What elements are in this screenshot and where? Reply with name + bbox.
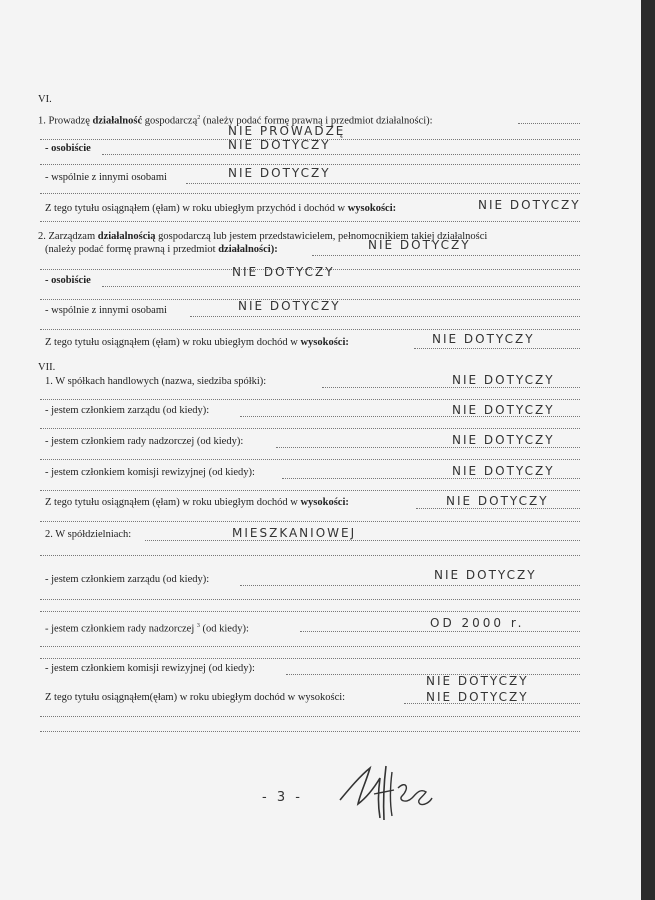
vi-income-1-bold: wysokości: bbox=[347, 203, 397, 214]
vii-coop-income-answer: NIE DOTYCZY bbox=[426, 690, 529, 704]
fill-line bbox=[40, 599, 580, 600]
vi-item-2-line2-bold: działalności): bbox=[218, 244, 278, 255]
section-vi-heading: VI. bbox=[38, 94, 52, 105]
vii-supervisory: - jestem członkiem rady nadzorczej (od kiedy): bbox=[45, 436, 244, 447]
vii-item-2: 2. W spółdzielniach: bbox=[45, 529, 132, 540]
vii-coop-income: Z tego tytułu osiągnąłem(ęłam) w roku ubiegłym dochód w wysokości: bbox=[45, 692, 346, 703]
fill-line bbox=[102, 286, 580, 287]
vi-jointly2-answer: NIE DOTYCZY bbox=[238, 299, 341, 313]
fill-line bbox=[40, 428, 580, 429]
vi-income-2-answer: NIE DOTYCZY bbox=[432, 332, 535, 346]
vii-coop-supervisory-answer: OD 2000 r. bbox=[430, 616, 525, 630]
vii-income-bold: wysokości: bbox=[300, 497, 349, 508]
vii-item-1-answer: NIE DOTYCZY bbox=[452, 373, 555, 387]
vii-coop-audit-answer: NIE DOTYCZY bbox=[426, 674, 529, 688]
vi-item-1-text: 1. Prowadzę bbox=[38, 115, 90, 127]
vii-coop-board-answer: NIE DOTYCZY bbox=[434, 568, 537, 582]
fill-line bbox=[186, 183, 580, 184]
vii-coop-supervisory-text: - jestem członkiem rady nadzorczej bbox=[45, 623, 195, 635]
fill-line bbox=[414, 348, 580, 349]
fill-line bbox=[40, 731, 580, 732]
vii-audit: - jestem członkiem komisji rewizyjnej (od kiedy): bbox=[45, 467, 255, 478]
vi-item-1-after: gospodarczą bbox=[144, 115, 198, 127]
vi-jointly-label: - wspólnie z innymi osobami bbox=[45, 172, 167, 183]
fill-line bbox=[40, 521, 580, 522]
vi-income-1-answer: NIE DOTYCZY bbox=[478, 198, 581, 212]
fill-line bbox=[145, 540, 580, 541]
fill-line bbox=[416, 508, 580, 509]
fill-line bbox=[190, 316, 580, 317]
signature-icon bbox=[336, 758, 436, 828]
vi-personally-label: - osobiście bbox=[45, 143, 91, 154]
vii-board-answer: NIE DOTYCZY bbox=[452, 403, 555, 417]
vi-item-2-line2-text: (należy podać formę prawną i przedmiot bbox=[45, 244, 216, 255]
vii-audit-answer: NIE DOTYCZY bbox=[452, 464, 555, 478]
fill-line bbox=[102, 154, 580, 155]
vi-item-2-answer: NIE DOTYCZY bbox=[368, 238, 471, 252]
vi-income-2 bbox=[45, 337, 349, 349]
fill-line bbox=[312, 255, 580, 256]
vi-item-1-answer: NIE PROWADZĘ bbox=[228, 124, 346, 138]
vi-item-2-rest: gospodarczą lub jestem przedstawicielem, pełnomocnikiem takiej działalności bbox=[158, 231, 488, 242]
vii-income-text: Z tego tytułu osiągnąłem (ęłam) w roku ubiegłym dochód w bbox=[45, 497, 298, 508]
vi-item-2-text: 2. Zarządzam bbox=[38, 231, 96, 242]
vi-jointly-answer: NIE DOTYCZY bbox=[228, 166, 331, 180]
footnote-marker: 3 bbox=[196, 623, 200, 629]
vi-income-2-text: Z tego tytułu osiągnąłem (ęłam) w roku ubiegłym dochód w bbox=[45, 337, 298, 348]
vii-item-1: 1. W spółkach handlowych (nazwa, siedziba spółki): bbox=[45, 376, 267, 387]
fill-line bbox=[40, 329, 580, 330]
vi-item-2-line2 bbox=[45, 244, 278, 256]
fill-line bbox=[40, 399, 580, 400]
vi-income-1 bbox=[45, 203, 396, 215]
vii-coop-audit: - jestem członkiem komisji rewizyjnej (od kiedy): bbox=[45, 663, 255, 674]
vii-income-answer: NIE DOTYCZY bbox=[446, 494, 549, 508]
fill-line bbox=[300, 631, 580, 632]
page-number: - 3 - bbox=[262, 790, 303, 805]
vi-item-2-bold: działalnością bbox=[97, 231, 156, 242]
fill-line bbox=[282, 478, 580, 479]
footnote-marker: 2 bbox=[197, 115, 201, 121]
scan-edge bbox=[641, 0, 655, 900]
section-vii-heading: VII. bbox=[38, 362, 56, 373]
fill-line bbox=[40, 555, 580, 556]
vi-income-2-bold: wysokości: bbox=[300, 337, 349, 348]
vii-board: - jestem członkiem zarządu (od kiedy): bbox=[45, 405, 210, 416]
vi-personally-answer: NIE DOTYCZY bbox=[228, 138, 331, 152]
fill-line bbox=[40, 164, 580, 165]
vi-item-1-bold: działalność bbox=[92, 115, 143, 127]
fill-line bbox=[518, 123, 580, 124]
fill-line bbox=[276, 447, 580, 448]
vii-coop-supervisory bbox=[45, 620, 249, 636]
fill-line bbox=[40, 658, 580, 659]
fill-line bbox=[40, 611, 580, 612]
vi-income-1-text: Z tego tytułu osiągnąłem (ęłam) w roku ubiegłym przychód i dochód w bbox=[45, 203, 346, 214]
vii-coop-board: - jestem członkiem zarządu (od kiedy): bbox=[45, 574, 210, 585]
fill-line bbox=[40, 646, 580, 647]
vi-personally2-label: - osobiście bbox=[45, 275, 91, 286]
vi-item-1-rest: (należy podać formę prawną i przedmiot działalności): bbox=[202, 115, 433, 127]
fill-line bbox=[40, 490, 580, 491]
fill-line bbox=[40, 459, 580, 460]
vii-income bbox=[45, 497, 349, 509]
vi-personally2-answer: NIE DOTYCZY bbox=[232, 265, 335, 279]
vii-item-2-answer: MIESZKANIOWEJ bbox=[232, 526, 357, 540]
fill-line bbox=[322, 387, 580, 388]
fill-line bbox=[240, 585, 580, 586]
vi-jointly2-label: - wspólnie z innymi osobami bbox=[45, 305, 167, 316]
fill-line bbox=[40, 221, 580, 222]
vii-supervisory-answer: NIE DOTYCZY bbox=[452, 433, 555, 447]
fill-line bbox=[40, 716, 580, 717]
vii-coop-supervisory-end: (od kiedy): bbox=[202, 623, 249, 635]
fill-line bbox=[40, 193, 580, 194]
